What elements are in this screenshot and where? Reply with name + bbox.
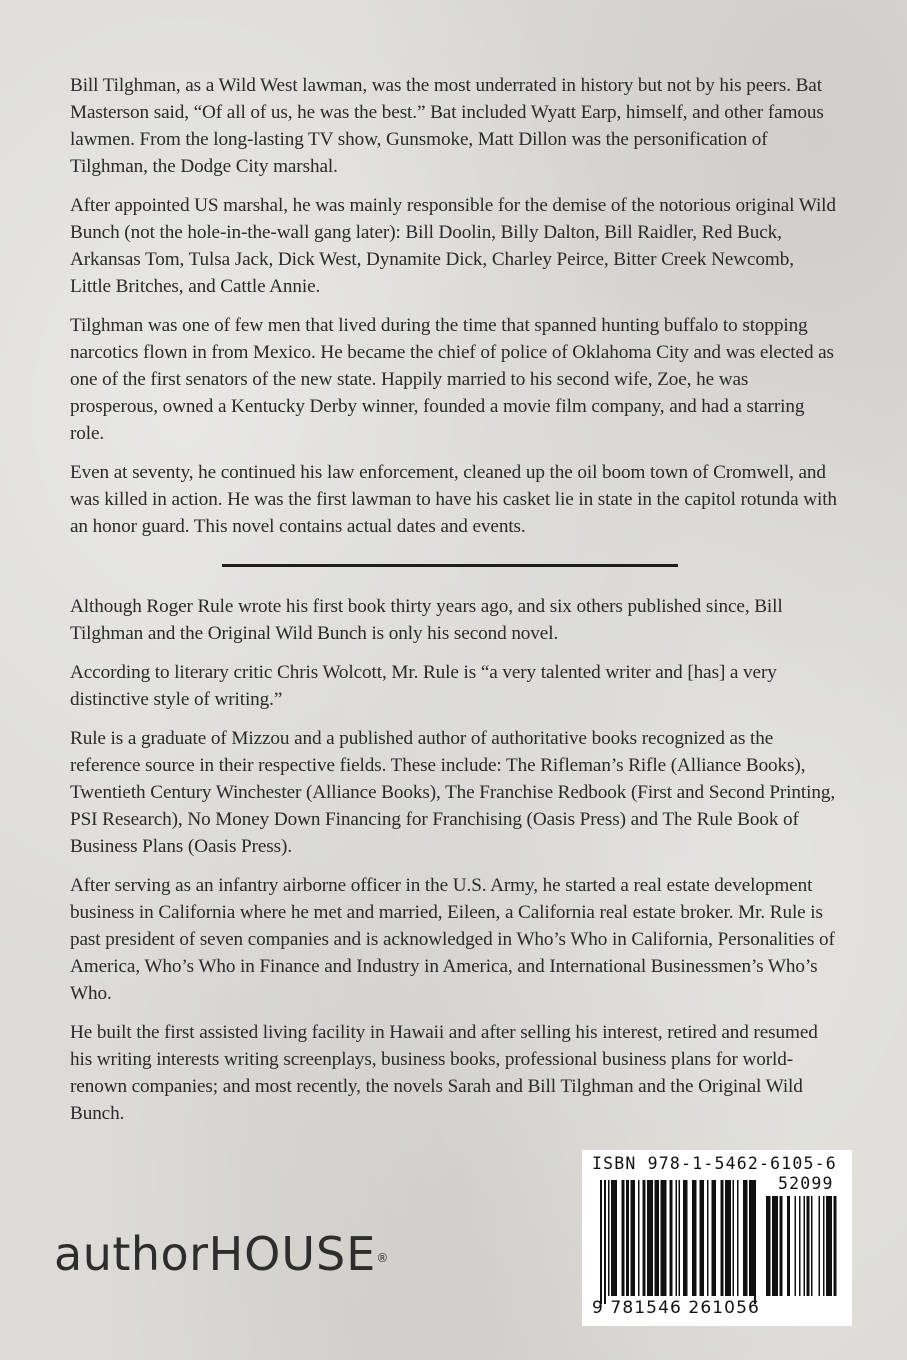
barcode-bar bbox=[737, 1180, 739, 1296]
price-bar bbox=[823, 1196, 825, 1296]
barcode-bar bbox=[743, 1180, 748, 1296]
section-divider bbox=[222, 564, 678, 567]
barcode-bar bbox=[707, 1180, 709, 1296]
barcode-bar bbox=[661, 1180, 667, 1296]
barcode-bar bbox=[692, 1180, 697, 1296]
barcode-bar bbox=[643, 1180, 646, 1296]
blurb-paragraph-4: Even at seventy, he continued his law enforcement, cleaned up the oil boom town of Cromwell, and was killed in action. He was the first lawman to have his casket lie in state in the capitol rotunda with an honor guard. This novel contains actual dates and events. bbox=[70, 462, 837, 537]
barcode-bar bbox=[683, 1180, 688, 1296]
blurb-paragraph-2: After appointed US marshal, he was mainly responsible for the demise of the notorious original Wild Bunch (not the hole-in-the-wall gang later): Bill Doolin, Billy Dalton, Bill Raidler, Red Buck, Arkansas Tom, Tulsa Jack, Dick West, Dynamite Dick, Charley Peirce, Bitter Creek Newcomb, Little Britches, and Cattle Annie. bbox=[70, 195, 836, 297]
barcode-bar bbox=[608, 1180, 610, 1296]
price-bar bbox=[819, 1196, 821, 1296]
book-blurb bbox=[70, 72, 838, 552]
barcode-bar bbox=[626, 1180, 629, 1296]
registered-mark: ® bbox=[376, 1251, 389, 1265]
barcode-number: 9 781546 261056 bbox=[592, 1298, 760, 1318]
bio-paragraph-1: Although Roger Rule wrote his first book thirty years ago, and six others published since, Bill Tilghman and the Original Wild Bunch is only his second novel. bbox=[70, 596, 783, 644]
barcode-guard-bar bbox=[604, 1180, 606, 1304]
barcode-bar bbox=[676, 1180, 678, 1296]
bio-paragraph-5: He built the first assisted living facility in Hawaii and after selling his interest, retired and resumed his writing interests writing screenplays, business books, professional business plans for world-renown companies; and most recently, the novels Sarah and Bill Tilghman and the Original Wild Bunch. bbox=[70, 1022, 818, 1124]
barcode-bar bbox=[679, 1180, 681, 1296]
barcode-bar bbox=[631, 1180, 636, 1296]
barcode-guard-bar bbox=[600, 1180, 602, 1304]
price-bar bbox=[799, 1196, 801, 1296]
isbn-label: ISBN 978-1-5462-6105-6 bbox=[592, 1154, 837, 1173]
logo-author-text: author bbox=[54, 1227, 209, 1281]
isbn-barcode bbox=[582, 1150, 852, 1326]
barcode-bar bbox=[712, 1180, 717, 1296]
barcode-bar bbox=[655, 1180, 660, 1296]
price-bar bbox=[766, 1196, 771, 1296]
barcode-bar bbox=[647, 1180, 653, 1296]
barcode-bar bbox=[611, 1180, 617, 1296]
bio-paragraph-4: After serving as an infantry airborne officer in the U.S. Army, he started a real estate development business in California where he met and married, Eileen, a California real estate broker. Mr. Rule is past president of seven companies and is acknowledged in Who’s Who in California, Personalities of America, Who’s Who in Finance and Industry in America, and International Businessmen’s Who’s Who. bbox=[70, 875, 835, 1004]
barcode-guard-bar bbox=[754, 1180, 756, 1304]
author-bio bbox=[70, 593, 838, 1139]
price-bar bbox=[780, 1196, 783, 1296]
price-bar bbox=[804, 1196, 806, 1296]
barcode-bar bbox=[622, 1180, 625, 1296]
price-code: 52099 bbox=[778, 1174, 834, 1193]
price-bar bbox=[772, 1196, 778, 1296]
price-bar bbox=[811, 1196, 813, 1296]
price-bar bbox=[787, 1196, 790, 1296]
price-bar bbox=[807, 1196, 810, 1296]
barcode-bar bbox=[721, 1180, 724, 1296]
logo-house-text: HOUSE bbox=[208, 1227, 377, 1281]
blurb-paragraph-1: Bill Tilghman, as a Wild West lawman, was the most underrated in history but not by his peers. Bat Masterson said, “Of all of us, he was the best.” Bat included Wyatt Earp, himself, and other famous lawmen. From the long-lasting TV show, Gunsmoke, Matt Dillon was the personification of Tilghman, the Dodge City marshal. bbox=[70, 75, 824, 177]
price-bar bbox=[826, 1196, 832, 1296]
publisher-logo bbox=[54, 1224, 389, 1284]
barcode-bar bbox=[670, 1180, 673, 1296]
barcode-bar bbox=[725, 1180, 731, 1296]
price-bar bbox=[834, 1196, 837, 1296]
barcode-bar bbox=[733, 1180, 735, 1296]
blurb-paragraph-3: Tilghman was one of few men that lived during the time that spanned hunting buffalo to stopping narcotics flown in from Mexico. He became the chief of police of Oklahoma City and was elected as one of the first senators of the new state. Happily married to his second wife, Zoe, he was prosperous, owned a Kentucky Derby winner, founded a movie film company, and had a starring role. bbox=[70, 315, 834, 444]
barcode-bar bbox=[638, 1180, 640, 1296]
bio-paragraph-3: Rule is a graduate of Mizzou and a published author of authoritative books recognized as the reference source in their respective fields. These include: The Rifleman’s Rifle (Alliance Books), Twentieth Century Winchester (Alliance Books), The Franchise Redbook (First and Second Printing, PSI Research), No Money Down Financing for Franchising (Oasis Press) and The Rule Book of Business Plans (Oasis Press). bbox=[70, 728, 836, 857]
price-bar bbox=[795, 1196, 797, 1296]
bio-paragraph-2: According to literary critic Chris Wolcott, Mr. Rule is “a very talented writer and [has] a very distinctive style of writing.” bbox=[70, 662, 777, 710]
barcode-bar bbox=[700, 1180, 705, 1296]
